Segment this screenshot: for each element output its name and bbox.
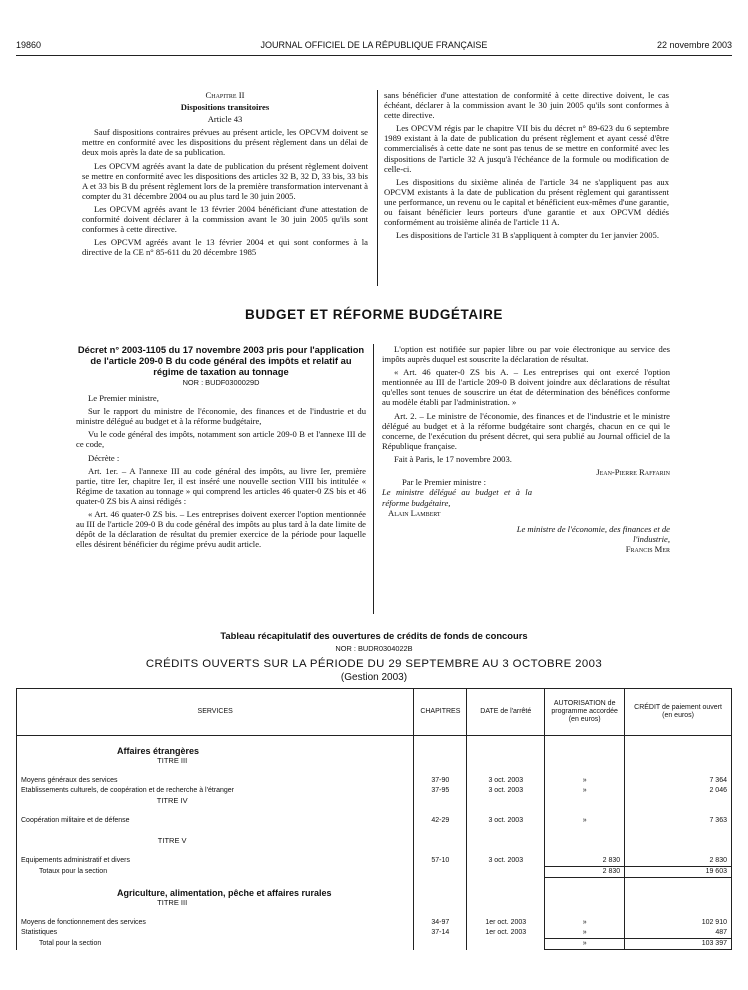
chapter-label: Chapitre II xyxy=(205,90,245,100)
date-cell: 1er oct. 2003 xyxy=(467,928,545,939)
titre-label: TITRE III xyxy=(17,756,414,766)
signature-delegue-name: Alain Lambert xyxy=(388,507,441,518)
paragraph: L'option est notifiée sur papier libre ou par voie électronique au service des impôts auprès duquel est souscrite la déclaration de résultat. xyxy=(382,344,670,365)
titre-label: TITRE III xyxy=(17,898,414,908)
ap-cell: » xyxy=(545,918,625,928)
ap-cell: » xyxy=(545,816,625,826)
paragraph: Les OPCVM régis par le chapitre VII bis du décret n° 89-623 du 6 septembre 1989 existant à la date de publication du présent règlement et ayant cessé d'être commercialisés à cette date ne sont pas tenus de se mettre en conformité avec les dispositions de l'article 32 A jusqu'à l'échéance de la formule ou modification de celle-ci. xyxy=(384,123,669,174)
col-header-credit: CRÉDIT de paiement ouvert (en euros) xyxy=(625,689,732,736)
ap-cell: » xyxy=(545,776,625,786)
column-divider xyxy=(373,344,374,614)
cp-cell: 2 046 xyxy=(625,786,732,796)
table-row xyxy=(17,786,732,796)
total-cp: 19 603 xyxy=(625,867,732,878)
titre-row xyxy=(17,796,732,806)
paragraph: Sur le rapport du ministre de l'économie, des finances et de l'industrie et du ministre délégué au budget et à la réforme budgétaire, xyxy=(76,406,366,427)
total-ap: 2 830 xyxy=(545,867,625,878)
page-header xyxy=(16,40,732,54)
page-number: 19860 xyxy=(16,40,42,50)
paragraph: Les OPCVM agréés avant le 13 février 2004 bénéficiant d'une attestation de conformité doivent déclarer à la commission avant le 30 juin 2005 qu'ils sont conformes à cette directive. xyxy=(82,203,368,235)
col-header-chapitres: CHAPITRES xyxy=(414,689,467,736)
total-row xyxy=(17,939,732,950)
paragraph: Décrète : xyxy=(88,452,120,463)
table-row xyxy=(17,776,732,786)
chapitre-cell: 37-95 xyxy=(414,786,467,796)
decree-title: Décret n° 2003-1105 du 17 novembre 2003 pris pour l'application de l'article 209-0 B du code général des impôts et relatif au régime de taxation au tonnage xyxy=(77,344,365,377)
col-header-services: SERVICES xyxy=(17,689,414,736)
paragraph: Le Premier ministre, xyxy=(88,393,159,404)
table-nor: NOR : BUDR0304022B xyxy=(335,644,413,653)
paragraph: Fait à Paris, le 17 novembre 2003. xyxy=(394,453,512,464)
service-cell: Statistiques xyxy=(17,928,414,939)
total-label: Totaux pour la section xyxy=(17,867,414,878)
paragraph: Les dispositions de l'article 31 B s'appliquent à compter du 1er janvier 2005. xyxy=(396,230,659,241)
cp-cell: 7 364 xyxy=(625,776,732,786)
paragraph: Les OPCVM agréés avant le 13 février 2004 et qui sont conformes à la directive de la CE n° 85-611 du 20 décembre 1985 xyxy=(82,237,368,258)
top-left-column xyxy=(82,90,368,260)
col-header-date: DATE de l'arrêté xyxy=(467,689,545,736)
signature-eco-role: Le ministre de l'économie, des finances et de l'industrie, xyxy=(516,524,670,545)
paragraph: Sauf dispositions contraires prévues au présent article, les OPCVM doivent se mettre en conformité avec les dispositions du présent règlement dans un délai de deux mois après la date de sa publication. xyxy=(82,127,368,158)
paragraph: Art. 1er. – A l'annexe III au code général des impôts, au livre Ier, première partie, titre Ier, chapitre Ier, il est inséré une nouvelle section VIII bis intitulée « Régime de taxation au tonnage » qui comprend les articles 46 quater-0 ZS bis et 46 quater-0 ZS bis A ainsi rédigés : xyxy=(76,465,366,506)
total-label: Total pour la section xyxy=(17,939,414,950)
table-heading: CRÉDITS OUVERTS SUR LA PÉRIODE DU 29 SEPTEMBRE AU 3 OCTOBRE 2003 xyxy=(145,658,603,670)
table-section-title: Tableau récapitulatif des ouvertures de crédits de fonds de concours xyxy=(220,630,528,641)
chapter-heading: Dispositions transitoires xyxy=(180,102,270,113)
group-row xyxy=(17,746,732,756)
titre-row xyxy=(17,756,732,766)
column-divider xyxy=(377,90,378,286)
total-ap: » xyxy=(545,939,625,950)
decree-left-column xyxy=(76,344,366,552)
ap-cell: » xyxy=(545,928,625,939)
table-row xyxy=(17,856,732,867)
service-cell: Moyens de fonctionnement des services xyxy=(17,918,414,928)
chapitre-cell: 37-90 xyxy=(414,776,467,786)
group-name: Affaires étrangères xyxy=(17,746,414,756)
titre-label: TITRE IV xyxy=(17,796,414,806)
signature-eco-name: Francis Mer xyxy=(625,544,670,555)
titre-row xyxy=(17,898,732,908)
header-rule xyxy=(16,55,732,56)
cp-cell: 487 xyxy=(625,928,732,939)
chapitre-cell: 57-10 xyxy=(414,856,467,867)
paragraph: « Art. 46 quater-0 ZS bis. – Les entreprises doivent exercer l'option mentionnée au III de l'article 209-0 B du code général des impôts au plus tard à la date limite de dépôt de la déclaration de résultat du premier exercice de la période pour laquelle elles désirent bénéficier du régime prévu audit article. xyxy=(76,509,366,550)
titre-row xyxy=(17,836,732,846)
titre-label: TITRE V xyxy=(17,836,414,846)
service-cell: Coopération militaire et de défense xyxy=(17,816,414,826)
paragraph: Vu le code général des impôts, notamment son article 209-0 B et l'annexe III de ce code, xyxy=(76,429,366,450)
table-row xyxy=(17,918,732,928)
credits-table xyxy=(16,688,732,950)
chapitre-cell: 42-29 xyxy=(414,816,467,826)
group-name: Agriculture, alimentation, pêche et affaires rurales xyxy=(17,888,414,898)
decree-nor: NOR : BUDF0300029D xyxy=(182,378,260,387)
cp-cell: 102 910 xyxy=(625,918,732,928)
decree-right-column xyxy=(382,344,670,555)
signature-delegue-role: Le ministre délégué au budget et à la réforme budgétaire, xyxy=(382,487,532,508)
ap-cell: 2 830 xyxy=(545,856,625,867)
paragraph: « Art. 46 quater-0 ZS bis A. – Les entreprises qui ont exercé l'option mentionnée au III de l'article 209-0 B doivent joindre aux déclarations de résultat qu'elles sont tenues de souscrire un état de détermination des bénéfices conforme au modèle établi par l'administration. » xyxy=(382,367,670,408)
table-header-row xyxy=(17,689,732,736)
section-title: BUDGET ET RÉFORME BUDGÉTAIRE xyxy=(244,307,504,322)
col-header-autorisation: AUTORISATION de programme accordée (en euros) xyxy=(545,689,625,736)
signature-par: Par le Premier ministre : xyxy=(402,477,487,488)
article-label: Article 43 xyxy=(207,114,243,125)
paragraph: Art. 2. – Le ministre de l'économie, des finances et de l'industrie et le ministre délégué au budget et à la réforme budgétaire sont chargés, chacun en ce qui le concerne, de l'exécution du présent décret, qui sera publié au Journal officiel de la République française. xyxy=(382,410,670,451)
cp-cell: 2 830 xyxy=(625,856,732,867)
chapitre-cell: 37-14 xyxy=(414,928,467,939)
service-cell: Moyens généraux des services xyxy=(17,776,414,786)
journal-title: JOURNAL OFFICIEL DE LA RÉPUBLIQUE FRANÇAISE xyxy=(260,40,488,50)
chapitre-cell: 34-97 xyxy=(414,918,467,928)
date-cell: 1er oct. 2003 xyxy=(467,918,545,928)
date-cell: 3 oct. 2003 xyxy=(467,786,545,796)
date-cell: 3 oct. 2003 xyxy=(467,856,545,867)
service-cell: Equipements administratif et divers xyxy=(17,856,414,867)
issue-date: 22 novembre 2003 xyxy=(656,40,732,50)
signature-pm: Jean-Pierre Raffarin xyxy=(596,467,670,478)
total-cp: 103 397 xyxy=(625,939,732,950)
cp-cell: 7 363 xyxy=(625,816,732,826)
table-row xyxy=(17,816,732,826)
top-right-column xyxy=(384,90,669,243)
service-cell: Etablissements culturels, de coopération et de recherche à l'étranger xyxy=(17,786,414,796)
group-row xyxy=(17,888,732,898)
ap-cell: » xyxy=(545,786,625,796)
date-cell: 3 oct. 2003 xyxy=(467,776,545,786)
date-cell: 3 oct. 2003 xyxy=(467,816,545,826)
table-subheading: (Gestion 2003) xyxy=(340,672,408,683)
paragraph: Les OPCVM agréés avant la date de publication du présent règlement doivent se mettre en conformité avec les dispositions des articles 32 B, 32 D, 33 bis, 33 bis A et 33 bis B du présent règlement lors de la première transformation intervenant à compter du 31 décembre 2004 ou au plus tard le 30 juin 2005. xyxy=(82,160,368,201)
paragraph: Les dispositions du sixième alinéa de l'article 34 ne s'appliquent pas aux OPCVM existants à la date de publication du présent règlement qui garantissent une performance, un revenu ou le capital et bénéficient eux-mêmes d'une garantie, ou faisant bénéficier leurs porteurs d'une garantie et aux OPCVM dédiés conformément au troisième alinéa de l'article 11 A. xyxy=(384,176,669,228)
paragraph: sans bénéficier d'une attestation de conformité à cette directive doivent, le cas échéant, déclarer à la commission avant le 30 juin 2005 qu'ils sont conformes à cette directive. xyxy=(384,90,669,121)
total-row xyxy=(17,867,732,878)
table-row xyxy=(17,928,732,939)
